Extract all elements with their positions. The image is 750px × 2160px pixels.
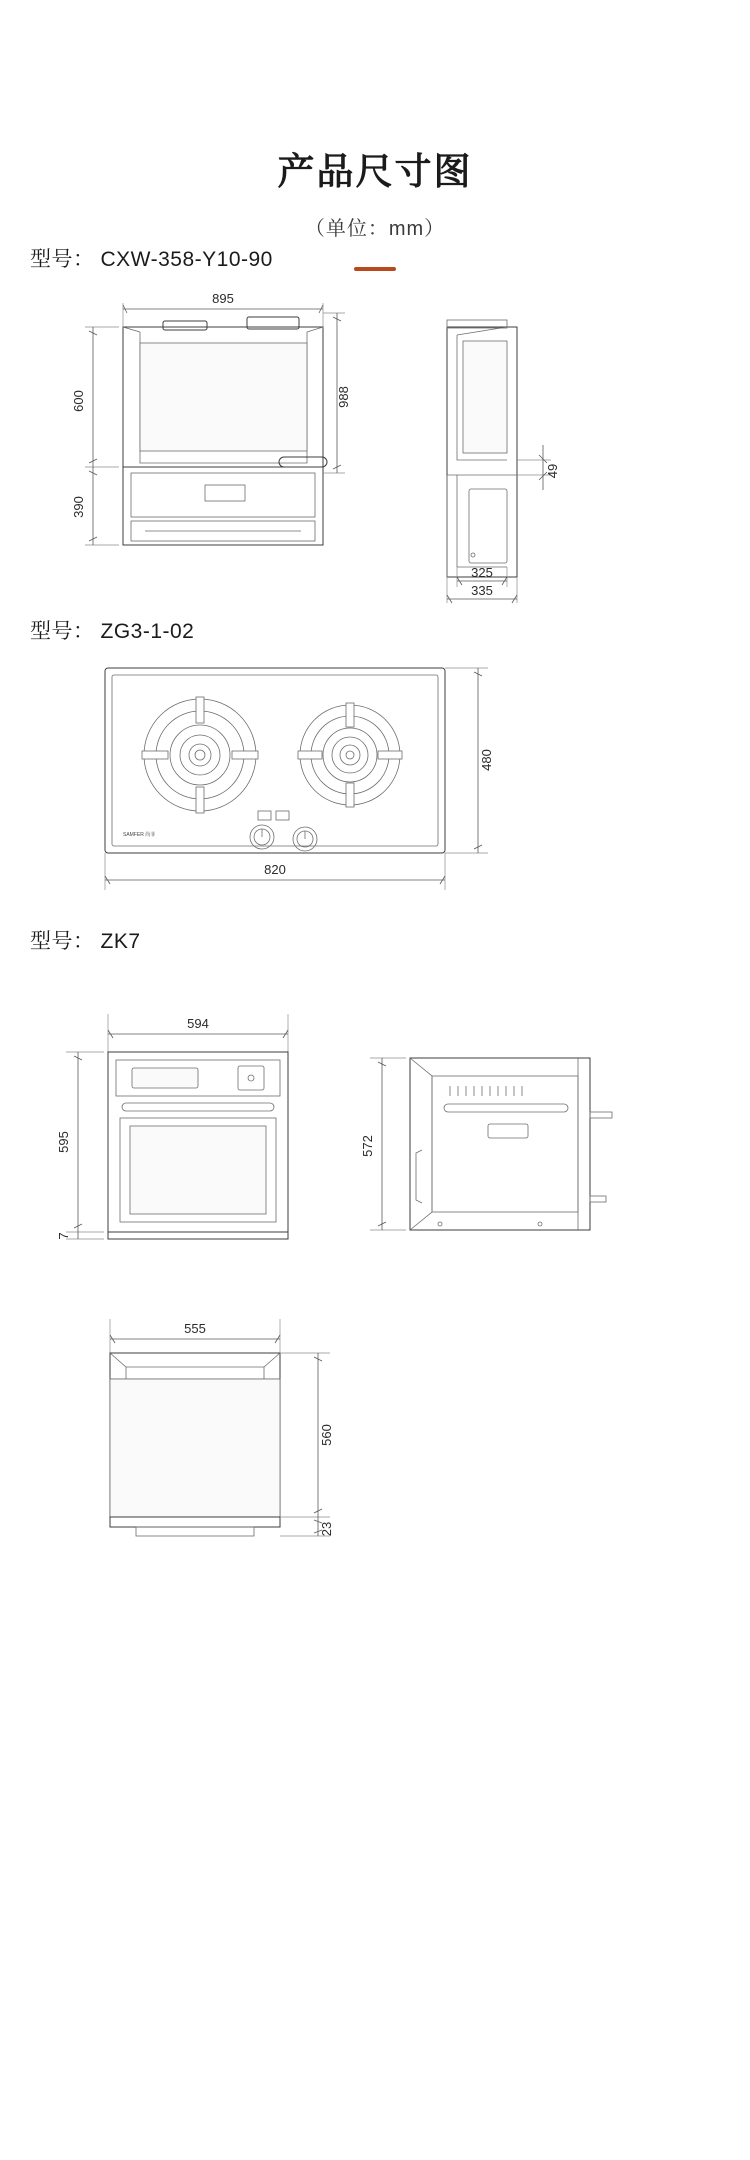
dim-oven-side-height: 572 — [360, 1135, 375, 1157]
dim-oven-front-width: 594 — [187, 1016, 209, 1031]
cooktop-brand-mark: SAMFER 尚菲 — [123, 832, 156, 838]
model-label-prefix-oven: 型号： — [30, 930, 95, 953]
dim-cooktop-width: 820 — [264, 862, 286, 877]
model-code-cooktop: ZG3-1-02 — [100, 620, 195, 643]
dim-hood-side-depth-outer: 335 — [471, 583, 493, 598]
page-subtitle: （单位：mm） — [304, 218, 446, 241]
page-title: 产品尺寸图 — [277, 151, 473, 192]
model-label-hood — [30, 243, 273, 273]
dim-oven-front-lip: 7 — [56, 1232, 71, 1240]
dim-hood-base-height: 390 — [71, 496, 86, 518]
dim-cooktop-depth: 480 — [479, 749, 494, 771]
dim-oven-front-height: 595 — [56, 1131, 71, 1153]
drawing-range-hood — [45, 285, 705, 605]
model-label-prefix-hood: 型号： — [30, 248, 95, 271]
drawing-oven-front-side — [40, 1000, 710, 1290]
model-label-cooktop — [30, 615, 194, 645]
page-header — [0, 0, 750, 271]
dim-hood-total-height: 988 — [336, 386, 351, 408]
model-label-prefix-cooktop: 型号： — [30, 620, 95, 643]
accent-divider — [354, 267, 396, 271]
dim-hood-side-small: 49 — [545, 463, 560, 479]
model-label-oven — [30, 925, 141, 955]
dim-oven-top-lip: 23 — [319, 1521, 334, 1537]
dim-oven-top-depth: 560 — [319, 1424, 334, 1446]
drawing-gas-cooktop — [60, 650, 690, 900]
dim-hood-height: 600 — [71, 390, 86, 412]
model-code-oven: ZK7 — [100, 930, 141, 953]
drawing-oven-top — [40, 1305, 440, 1565]
model-code-hood: CXW-358-Y10-90 — [100, 248, 273, 271]
dim-hood-width: 895 — [212, 291, 234, 306]
dim-oven-top-width: 555 — [184, 1321, 206, 1336]
dim-hood-side-depth-inner: 325 — [471, 565, 493, 580]
